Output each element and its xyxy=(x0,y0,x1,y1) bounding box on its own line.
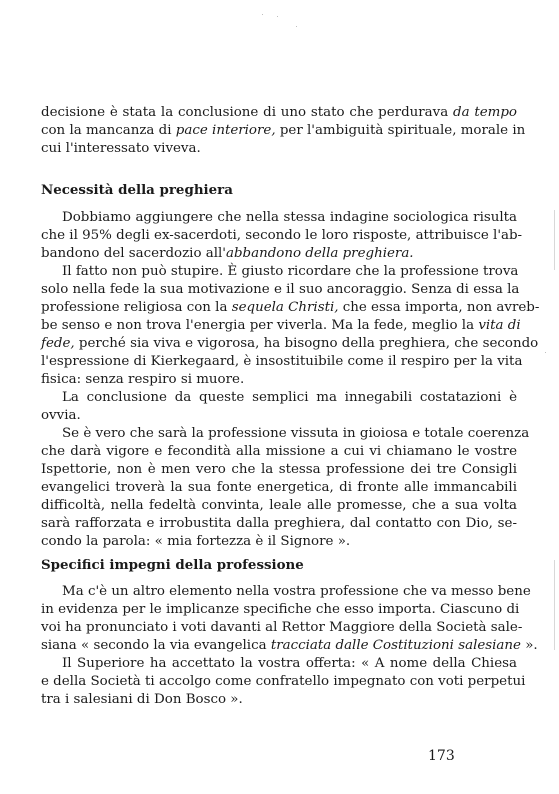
scan-edge-mark xyxy=(554,560,555,650)
scan-speck xyxy=(262,14,263,15)
scan-speck xyxy=(545,352,546,353)
text-line: voi ha pronunciato i voti davanti al Rettor Maggiore della Società sale- xyxy=(41,620,523,635)
text-line: tra i salesiani di Don Bosco ». xyxy=(41,692,243,707)
text-line: Ma c'è un altro elemento nella vostra professione che va messo bene xyxy=(62,584,531,599)
page-number: 173 xyxy=(428,748,455,764)
text-line: fede, perché sia viva e vigorosa, ha bisogno della preghiera, che secondo xyxy=(41,336,539,351)
text-line: be senso e non trova l'energia per viverla. Ma la fede, meglio la vita di xyxy=(41,318,521,333)
text-line: che il 95% degli ex-sacerdoti, secondo le loro risposte, attribuisce l'ab- xyxy=(41,228,523,243)
text-line: ovvia. xyxy=(41,408,81,423)
text-line: Il Superiore ha accettato la vostra offerta: « A nome della Chiesa xyxy=(62,656,517,671)
text-line: Il fatto non può stupire. È giusto ricordare che la professione trova xyxy=(62,264,519,279)
text-line: in evidenza per le implicanze specifiche che esso importa. Ciascuno di xyxy=(41,602,520,617)
text-line: bandono del sacerdozio all'abbandono della preghiera. xyxy=(41,246,414,261)
text-line: Se è vero che sarà la professione vissuta in gioiosa e totale coerenza xyxy=(62,426,530,441)
scan-edge-mark xyxy=(554,210,555,270)
text-line: fisica: senza respiro si muore. xyxy=(41,372,245,387)
text-line: difficoltà, nella fedeltà convinta, leale alle promesse, che a sua volta xyxy=(41,498,517,513)
text-line: solo nella fede la sua motivazione e il suo ancoraggio. Senza di essa la xyxy=(41,282,520,297)
text-line: siana « secondo la via evangelica tracciata dalle Costituzioni salesiane ». xyxy=(41,638,538,653)
text-line: condo la parola: « mia fortezza è il Signore ». xyxy=(41,534,351,549)
text-line: e della Società ti accolgo come confratello impegnato con voti perpetui xyxy=(41,674,526,689)
text-line: La conclusione da queste semplici ma innegabili costatazioni è xyxy=(62,390,517,405)
text-line: Ispettorie, non è men vero che la stessa professione dei tre Consigli xyxy=(41,462,517,477)
text-line: l'espressione di Kierkegaard, è insostituibile come il respiro per la vita xyxy=(41,354,523,369)
text-line: professione religiosa con la sequela Christi, che essa importa, non avreb- xyxy=(41,300,540,315)
scan-speck xyxy=(277,16,278,17)
text-line: sarà rafforzata e irrobustita dalla preghiera, dal contatto con Dio, se- xyxy=(41,516,517,531)
text-line: con la mancanza di pace interiore, per l'ambiguità spirituale, morale in xyxy=(41,123,526,138)
text-line: decisione è stata la conclusione di uno stato che perdurava da tempo xyxy=(41,105,517,120)
scan-speck xyxy=(296,26,297,27)
section-heading: Necessità della preghiera xyxy=(41,182,233,198)
text-line: cui l'interessato viveva. xyxy=(41,141,201,156)
text-line: Dobbiamo aggiungere che nella stessa indagine sociologica risulta xyxy=(62,210,517,225)
section-heading: Specifici impegni della professione xyxy=(41,557,304,573)
text-line: che darà vigore e fecondità alla missione a cui vi chiamano le vostre xyxy=(41,444,517,459)
text-line: evangelici troverà la sua fonte energetica, di fronte alle immancabili xyxy=(41,480,517,495)
